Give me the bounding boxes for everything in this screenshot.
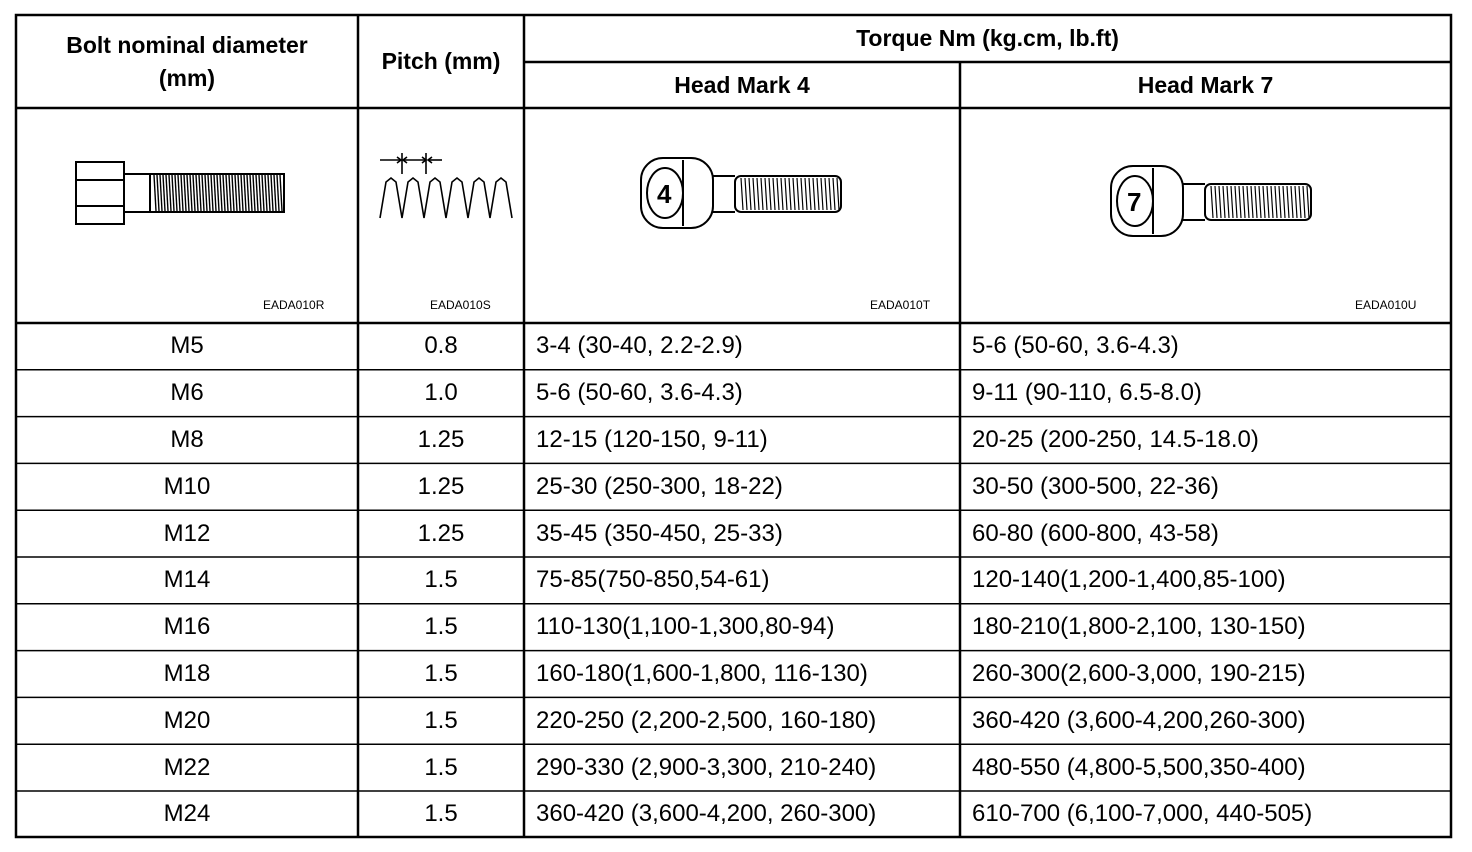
head-mark-4-figure-code: EADA010T: [870, 298, 931, 312]
bolt-size-cell: M18: [163, 659, 211, 687]
head-mark-4-torque-cell: 3-4 (30-40, 2.2-2.9): [536, 332, 743, 360]
head-mark-4-torque-cell: 12-15 (120-150, 9-11): [536, 425, 768, 453]
head-mark-7-torque-cell: 610-700 (6,100-7,000, 440-505): [972, 800, 1313, 828]
bolt-size-cell: M6: [170, 379, 204, 407]
bolt-size-cell: M22: [163, 753, 211, 781]
header-pitch-label: Pitch (mm): [381, 48, 501, 74]
head-mark-7-torque-cell: 260-300(2,600-3,000, 190-215): [972, 659, 1306, 687]
head-mark-4-torque-cell: 360-420 (3,600-4,200, 260-300): [536, 800, 877, 828]
head-mark-7-torque-cell: 120-140(1,200-1,400,85-100): [972, 566, 1286, 594]
header-torque: [524, 15, 1451, 62]
pitch-cell: 1.25: [417, 425, 465, 453]
head-mark-4-torque-cell: 290-330 (2,900-3,300, 210-240): [536, 753, 877, 781]
head-mark-4-torque-cell: 75-85(750-850,54-61): [536, 566, 770, 594]
header-head-mark-7-label: Head Mark 7: [1137, 71, 1274, 98]
bolt-size-cell: M12: [163, 519, 211, 547]
head-mark-4-torque-cell: 220-250 (2,200-2,500, 160-180): [536, 706, 877, 734]
head-mark-4-digit: 4: [657, 179, 672, 209]
head-mark-7-torque-cell: 30-50 (300-500, 22-36): [972, 472, 1219, 500]
pitch-cell: 1.5: [424, 566, 458, 594]
head-mark-7-torque-cell: 60-80 (600-800, 43-58): [972, 519, 1219, 547]
header-head-mark-4: [524, 62, 960, 108]
pitch-cell: 1.25: [417, 519, 465, 547]
head-mark-7-torque-cell: 9-11 (90-110, 6.5-8.0): [972, 379, 1202, 407]
bolt-size-cell: M20: [163, 706, 211, 734]
head-mark-4-torque-cell: 5-6 (50-60, 3.6-4.3): [536, 379, 743, 407]
head-mark-7-digit: 7: [1127, 187, 1142, 217]
pitch-cell: 1.0: [424, 379, 458, 407]
header-bolt-diameter-line2: (mm): [158, 64, 216, 91]
head-mark-4-torque-cell: 110-130(1,100-1,300,80-94): [536, 613, 835, 641]
head-mark-7-torque-cell: 180-210(1,800-2,100, 130-150): [972, 613, 1306, 641]
bolt-size-cell: M24: [163, 800, 211, 828]
pitch-figure-code: EADA010S: [430, 298, 491, 312]
bolt-size-cell: M16: [163, 613, 211, 641]
head-mark-7-torque-cell: 20-25 (200-250, 14.5-18.0): [972, 425, 1259, 453]
header-bolt-diameter: [16, 15, 358, 108]
header-head-mark-4-label: Head Mark 4: [674, 71, 810, 98]
pitch-cell: 1.25: [417, 472, 465, 500]
bolt-size-cell: M10: [163, 472, 211, 500]
pitch-cell: 1.5: [424, 706, 458, 734]
head-mark-7-torque-cell: 480-550 (4,800-5,500,350-400): [972, 753, 1306, 781]
head-mark-7-torque-cell: 5-6 (50-60, 3.6-4.3): [972, 332, 1179, 360]
bolt-figure-code: EADA010R: [263, 298, 325, 312]
pitch-cell: 0.8: [424, 332, 458, 360]
bolt-diagram: [60, 150, 300, 240]
head-mark-7-torque-cell: 360-420 (3,600-4,200,260-300): [972, 706, 1306, 734]
bolt-size-cell: M14: [163, 566, 211, 594]
header-torque-label: Torque Nm (kg.cm, lb.ft): [856, 25, 1119, 51]
head-mark-7-figure-code: EADA010U: [1355, 298, 1417, 312]
pitch-diagram: [370, 148, 515, 228]
pitch-cell: 1.5: [424, 613, 458, 641]
bolt-size-cell: M8: [170, 425, 204, 453]
head-mark-4-bolt: [635, 150, 855, 240]
header-bolt-diameter-line1: Bolt nominal diameter: [66, 31, 308, 58]
pitch-cell: 1.5: [424, 753, 458, 781]
header-pitch: [358, 15, 524, 108]
pitch-cell: 1.5: [424, 800, 458, 828]
head-mark-4-torque-cell: 160-180(1,600-1,800, 116-130): [536, 659, 868, 687]
head-mark-7-bolt: [1105, 158, 1325, 248]
head-mark-4-torque-cell: 35-45 (350-450, 25-33): [536, 519, 783, 547]
header-head-mark-7: [960, 62, 1451, 108]
pitch-cell: 1.5: [424, 659, 458, 687]
head-mark-4-torque-cell: 25-30 (250-300, 18-22): [536, 472, 783, 500]
bolt-size-cell: M5: [170, 332, 204, 360]
